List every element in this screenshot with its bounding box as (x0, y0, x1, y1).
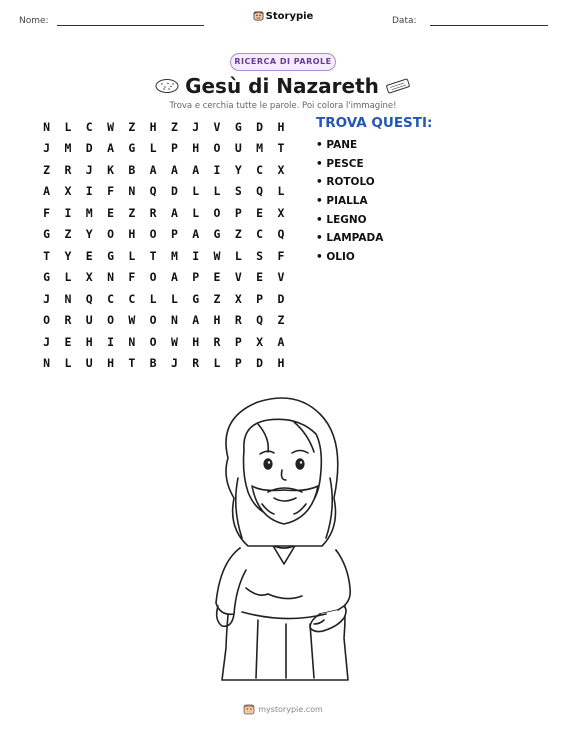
word-list-item: • PESCE (316, 155, 383, 174)
grid-letter[interactable]: H (277, 119, 285, 134)
grid-letter[interactable]: A (43, 184, 51, 199)
grid-letter[interactable]: R (234, 313, 242, 328)
grid-letter[interactable]: A (170, 205, 178, 220)
grid-letter[interactable]: F (128, 270, 136, 285)
grid-letter[interactable]: Z (128, 119, 136, 134)
grid-letter[interactable]: D (170, 184, 178, 199)
grid-row (36, 202, 292, 224)
grid-letter[interactable]: H (192, 141, 200, 156)
grid-letter[interactable]: X (256, 334, 264, 349)
grid-letter[interactable]: C (128, 291, 136, 306)
grid-letter[interactable]: F (107, 184, 114, 199)
grid-letter[interactable]: R (149, 205, 157, 220)
grid-letter[interactable]: J (170, 356, 178, 371)
grid-letter[interactable]: P (192, 270, 200, 285)
grid-letter[interactable]: T (128, 356, 136, 371)
grid-letter[interactable]: R (213, 334, 221, 349)
activity-badge: RICERCA DI PAROLE (230, 53, 336, 71)
grid-letter[interactable]: P (256, 291, 264, 306)
grid-letter[interactable]: L (149, 291, 157, 306)
grid-letter[interactable]: Q (149, 184, 157, 199)
grid-letter[interactable]: F (277, 248, 285, 263)
grid-letter[interactable]: I (213, 162, 221, 177)
grid-letter[interactable]: N (128, 184, 136, 199)
grid-letter[interactable]: I (192, 248, 200, 263)
grid-letter[interactable]: C (85, 119, 93, 134)
grid-letter[interactable]: X (64, 184, 72, 199)
grid-letter[interactable]: H (85, 334, 93, 349)
grid-letter[interactable]: R (64, 162, 72, 177)
grid-letter[interactable]: V (213, 119, 221, 134)
grid-letter[interactable]: G (213, 227, 221, 242)
grid-letter[interactable]: U (234, 141, 242, 156)
grid-row (36, 288, 292, 310)
grid-row (36, 224, 292, 246)
grid-letter[interactable]: H (277, 356, 285, 371)
word-list-title: TROVA QUESTI: (316, 115, 433, 131)
grid-letter[interactable]: P (170, 141, 178, 156)
grid-letter[interactable]: Z (234, 227, 242, 242)
grid-letter[interactable]: N (107, 270, 114, 285)
page-title: Gesù di Nazareth (185, 74, 379, 98)
grid-letter[interactable]: O (43, 313, 51, 328)
grid-letter[interactable]: T (43, 248, 51, 263)
word-list-item: • PANE (316, 136, 383, 155)
instructions: Trova e cerchia tutte le parole. Poi colora l'immagine! (169, 101, 397, 111)
grid-letter[interactable]: H (107, 356, 114, 371)
grid-letter[interactable]: J (43, 291, 51, 306)
grid-letter[interactable]: H (149, 119, 157, 134)
grid-letter[interactable]: L (213, 184, 221, 199)
grid-letter[interactable]: O (149, 334, 157, 349)
grid-letter[interactable]: E (213, 270, 221, 285)
grid-letter[interactable]: J (43, 334, 51, 349)
grid-letter[interactable]: A (170, 270, 178, 285)
grid-letter[interactable]: H (192, 334, 200, 349)
brand-logo (0, 10, 566, 22)
grid-letter[interactable]: D (277, 291, 285, 306)
grid-letter[interactable]: O (149, 227, 157, 242)
grid-letter[interactable]: J (192, 119, 200, 134)
grid-letter[interactable]: D (256, 119, 264, 134)
grid-letter[interactable]: A (277, 334, 285, 349)
footer-url: mystorypie.com (258, 705, 323, 714)
grid-letter[interactable]: D (85, 141, 93, 156)
grid-letter[interactable]: L (64, 119, 72, 134)
grid-letter[interactable]: Y (234, 162, 242, 177)
grid-letter[interactable]: S (234, 184, 242, 199)
grid-letter[interactable]: N (43, 119, 51, 134)
grid-letter[interactable]: G (43, 227, 51, 242)
grid-letter[interactable]: N (43, 356, 51, 371)
grid-letter[interactable]: O (107, 227, 114, 242)
grid-letter[interactable]: L (192, 205, 200, 220)
grid-letter[interactable]: G (234, 119, 242, 134)
grid-letter[interactable]: M (170, 248, 178, 263)
grid-letter[interactable]: S (256, 248, 264, 263)
grid-letter[interactable]: K (107, 162, 114, 177)
grid-letter[interactable]: O (107, 313, 114, 328)
grid-letter[interactable]: C (107, 291, 114, 306)
grid-letter[interactable]: V (234, 270, 242, 285)
grid-letter[interactable]: A (192, 227, 200, 242)
brand-name: Storypie (265, 11, 314, 22)
grid-letter[interactable]: L (170, 291, 178, 306)
word-list-item: • OLIO (316, 248, 383, 267)
grid-letter[interactable]: J (85, 162, 93, 177)
grid-letter[interactable]: Q (256, 184, 264, 199)
grid-letter[interactable]: B (149, 356, 157, 371)
grid-row (36, 353, 292, 375)
grid-letter[interactable]: Y (85, 227, 93, 242)
grid-row (36, 245, 292, 267)
grid-letter[interactable]: A (149, 162, 157, 177)
grid-letter[interactable]: W (170, 334, 178, 349)
grid-letter[interactable]: X (234, 291, 242, 306)
grid-letter[interactable]: X (85, 270, 93, 285)
grid-letter[interactable]: I (107, 334, 114, 349)
grid-letter[interactable]: L (149, 141, 157, 156)
grid-letter[interactable]: M (85, 205, 93, 220)
grid-letter[interactable]: Q (277, 227, 285, 242)
grid-letter[interactable]: Q (256, 313, 264, 328)
grid-letter[interactable]: Z (43, 162, 51, 177)
grid-letter[interactable]: E (107, 205, 114, 220)
footer (0, 703, 566, 715)
grid-letter[interactable]: D (256, 356, 264, 371)
grid-letter[interactable]: A (107, 141, 114, 156)
grid-row (36, 310, 292, 332)
title-row (0, 74, 566, 98)
grid-row (36, 331, 292, 353)
grid-letter[interactable]: C (256, 162, 264, 177)
grid-letter[interactable]: X (277, 205, 285, 220)
word-list-item: • ROTOLO (316, 173, 383, 192)
grid-letter[interactable]: W (128, 313, 136, 328)
grid-letter[interactable]: T (277, 141, 285, 156)
grid-letter[interactable]: J (43, 141, 51, 156)
grid-letter[interactable]: G (128, 141, 136, 156)
grid-letter[interactable]: B (128, 162, 136, 177)
grid-letter[interactable]: C (256, 227, 264, 242)
grid-letter[interactable]: N (128, 334, 136, 349)
grid-letter[interactable]: Z (213, 291, 221, 306)
word-list-item: • PIALLA (316, 192, 383, 211)
word-list (316, 136, 383, 267)
grid-letter[interactable]: L (192, 184, 200, 199)
grid-letter[interactable]: M (256, 141, 264, 156)
grid-letter[interactable]: E (85, 248, 93, 263)
name-line (57, 25, 204, 26)
grid-letter[interactable]: E (256, 270, 264, 285)
storypie-logo-icon (243, 703, 255, 715)
grid-letter[interactable]: Z (277, 313, 285, 328)
grid-letter[interactable]: L (277, 184, 285, 199)
grid-letter[interactable]: G (43, 270, 51, 285)
grid-row (36, 267, 292, 289)
grid-letter[interactable]: O (213, 141, 221, 156)
grid-letter[interactable]: E (256, 205, 264, 220)
grid-letter[interactable]: A (192, 313, 200, 328)
name-label: Nome: (19, 16, 49, 26)
grid-letter[interactable]: H (128, 227, 136, 242)
grid-row (36, 181, 292, 203)
grid-letter[interactable]: L (128, 248, 136, 263)
grid-letter[interactable]: L (64, 356, 72, 371)
grid-letter[interactable]: Z (170, 119, 178, 134)
grid-letter[interactable]: V (277, 270, 285, 285)
bread-icon (155, 78, 179, 94)
wood-plank-icon (385, 78, 411, 94)
word-search-grid (36, 116, 292, 374)
grid-letter[interactable]: W (213, 248, 221, 263)
grid-letter[interactable]: P (234, 356, 242, 371)
grid-letter[interactable]: H (213, 313, 221, 328)
date-line (430, 25, 548, 26)
grid-letter[interactable]: A (192, 162, 200, 177)
grid-letter[interactable]: W (107, 119, 114, 134)
grid-letter[interactable]: A (170, 162, 178, 177)
grid-letter[interactable]: G (192, 291, 200, 306)
grid-letter[interactable]: Z (64, 227, 72, 242)
grid-letter[interactable]: I (85, 184, 93, 199)
grid-letter[interactable]: U (85, 356, 93, 371)
grid-letter[interactable]: P (234, 205, 242, 220)
grid-letter[interactable]: Q (85, 291, 93, 306)
grid-letter[interactable]: R (192, 356, 200, 371)
grid-letter[interactable]: U (85, 313, 93, 328)
grid-letter[interactable]: L (234, 248, 242, 263)
date-label: Data: (392, 16, 417, 26)
grid-letter[interactable]: L (64, 270, 72, 285)
jesus-illustration (198, 388, 373, 688)
grid-letter[interactable]: Z (128, 205, 136, 220)
grid-letter[interactable]: O (213, 205, 221, 220)
grid-letter[interactable]: N (170, 313, 178, 328)
grid-row (36, 116, 292, 138)
grid-row (36, 159, 292, 181)
grid-letter[interactable]: F (43, 205, 51, 220)
grid-letter[interactable]: R (64, 313, 72, 328)
grid-letter[interactable]: P (234, 334, 242, 349)
word-list-item: • LEGNO (316, 211, 383, 230)
grid-letter[interactable]: O (149, 270, 157, 285)
grid-letter[interactable]: M (64, 141, 72, 156)
grid-letter[interactable]: L (213, 356, 221, 371)
grid-letter[interactable]: Y (64, 248, 72, 263)
word-list-item: • LAMPADA (316, 229, 383, 248)
grid-letter[interactable]: G (107, 248, 114, 263)
grid-row (36, 138, 292, 160)
grid-letter[interactable]: X (277, 162, 285, 177)
storypie-logo-icon (253, 10, 264, 21)
grid-letter[interactable]: E (64, 334, 72, 349)
grid-letter[interactable]: T (149, 248, 157, 263)
grid-letter[interactable]: N (64, 291, 72, 306)
grid-letter[interactable]: I (64, 205, 72, 220)
grid-letter[interactable]: P (170, 227, 178, 242)
grid-letter[interactable]: O (149, 313, 157, 328)
